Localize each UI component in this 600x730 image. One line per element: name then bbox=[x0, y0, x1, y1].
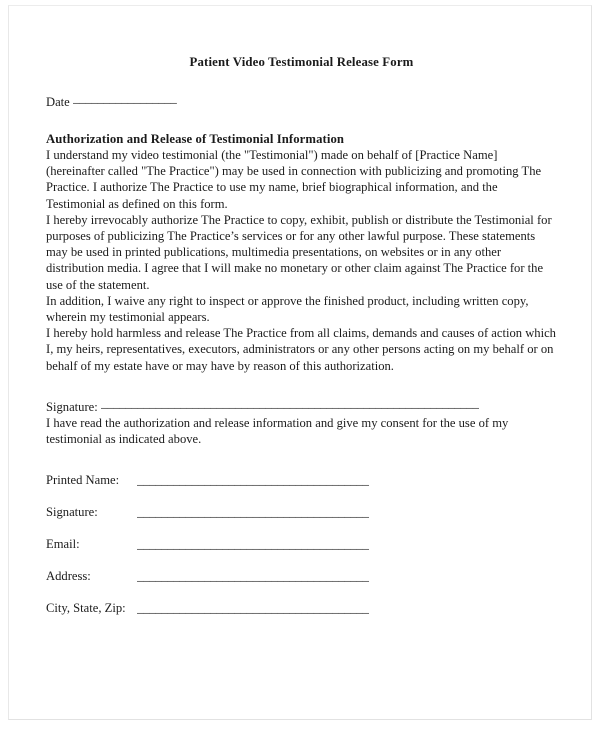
field-row-email bbox=[46, 536, 557, 552]
field-label-printed-name: Printed Name: bbox=[46, 473, 120, 488]
field-row-printed-name bbox=[46, 472, 557, 488]
field-fill-line-signature[interactable]: ______________________________________ bbox=[137, 505, 369, 520]
paragraph-consent: I have read the authorization and release information and give my consent for the use of my testimonial as indicated above. bbox=[46, 415, 509, 447]
field-fill-line-address[interactable]: ______________________________________ bbox=[137, 569, 369, 584]
date-fill-line[interactable]: _________________ bbox=[72, 91, 177, 105]
field-row-city-state-zip bbox=[46, 600, 557, 616]
section-heading-authorization: Authorization and Release of Testimonial Information bbox=[46, 132, 345, 146]
date-field-row bbox=[46, 90, 557, 110]
document-body bbox=[46, 48, 557, 616]
page-title: Patient Video Testimonial Release Form bbox=[189, 55, 414, 69]
field-row-signature bbox=[46, 504, 557, 520]
field-fill-line-printed-name[interactable]: ______________________________________ bbox=[137, 473, 369, 488]
field-label-address: Address: bbox=[46, 569, 91, 584]
field-fill-line-city-state-zip[interactable]: ______________________________________ bbox=[137, 601, 369, 616]
signature-fields-block bbox=[46, 472, 557, 616]
date-label: Date bbox=[46, 95, 70, 109]
signature-inline-label: Signature: bbox=[46, 399, 98, 414]
field-label-email: Email: bbox=[46, 537, 80, 552]
document-page bbox=[8, 5, 592, 720]
signature-inline-row bbox=[46, 395, 557, 415]
field-row-address bbox=[46, 568, 557, 584]
field-label-city-state-zip: City, State, Zip: bbox=[46, 601, 126, 616]
paragraph-understanding: I understand my video testimonial (the "Testimonial") made on behalf of [Practice Name] (hereinafter called "The Practice") may be used in connection with publicizing and promoting The Practice. I authorize The Practice to use my name, brief biographical information, and the Testimonial as defined on this form. bbox=[46, 148, 542, 211]
field-label-signature: Signature: bbox=[46, 505, 98, 520]
paragraph-waiver: In addition, I waive any right to inspect or approve the finished product, including written copy, wherein my testimonial appears. bbox=[46, 293, 529, 325]
paragraph-hold-harmless: I hereby hold harmless and release The Practice from all claims, demands and causes of action which I, my heirs, representatives, executors, administrators or any other persons acting on my behalf or on behalf of my estate have or may have by reason of this authorization. bbox=[46, 326, 556, 373]
paragraph-authorization: I hereby irrevocably authorize The Practice to copy, exhibit, publish or distribute the Testimonial for purposes of publicizing The Practice’s services or for any other lawful purpose. These statements may be used in printed publications, multimedia presentations, on websites or in any other distribution media. I agree that I will make no monetary or other claim against The Practice for the use of the statement. bbox=[46, 212, 552, 292]
signature-inline-fill-line[interactable]: ______________________________________________________________ bbox=[100, 395, 479, 410]
field-fill-line-email[interactable]: ______________________________________ bbox=[137, 537, 369, 552]
